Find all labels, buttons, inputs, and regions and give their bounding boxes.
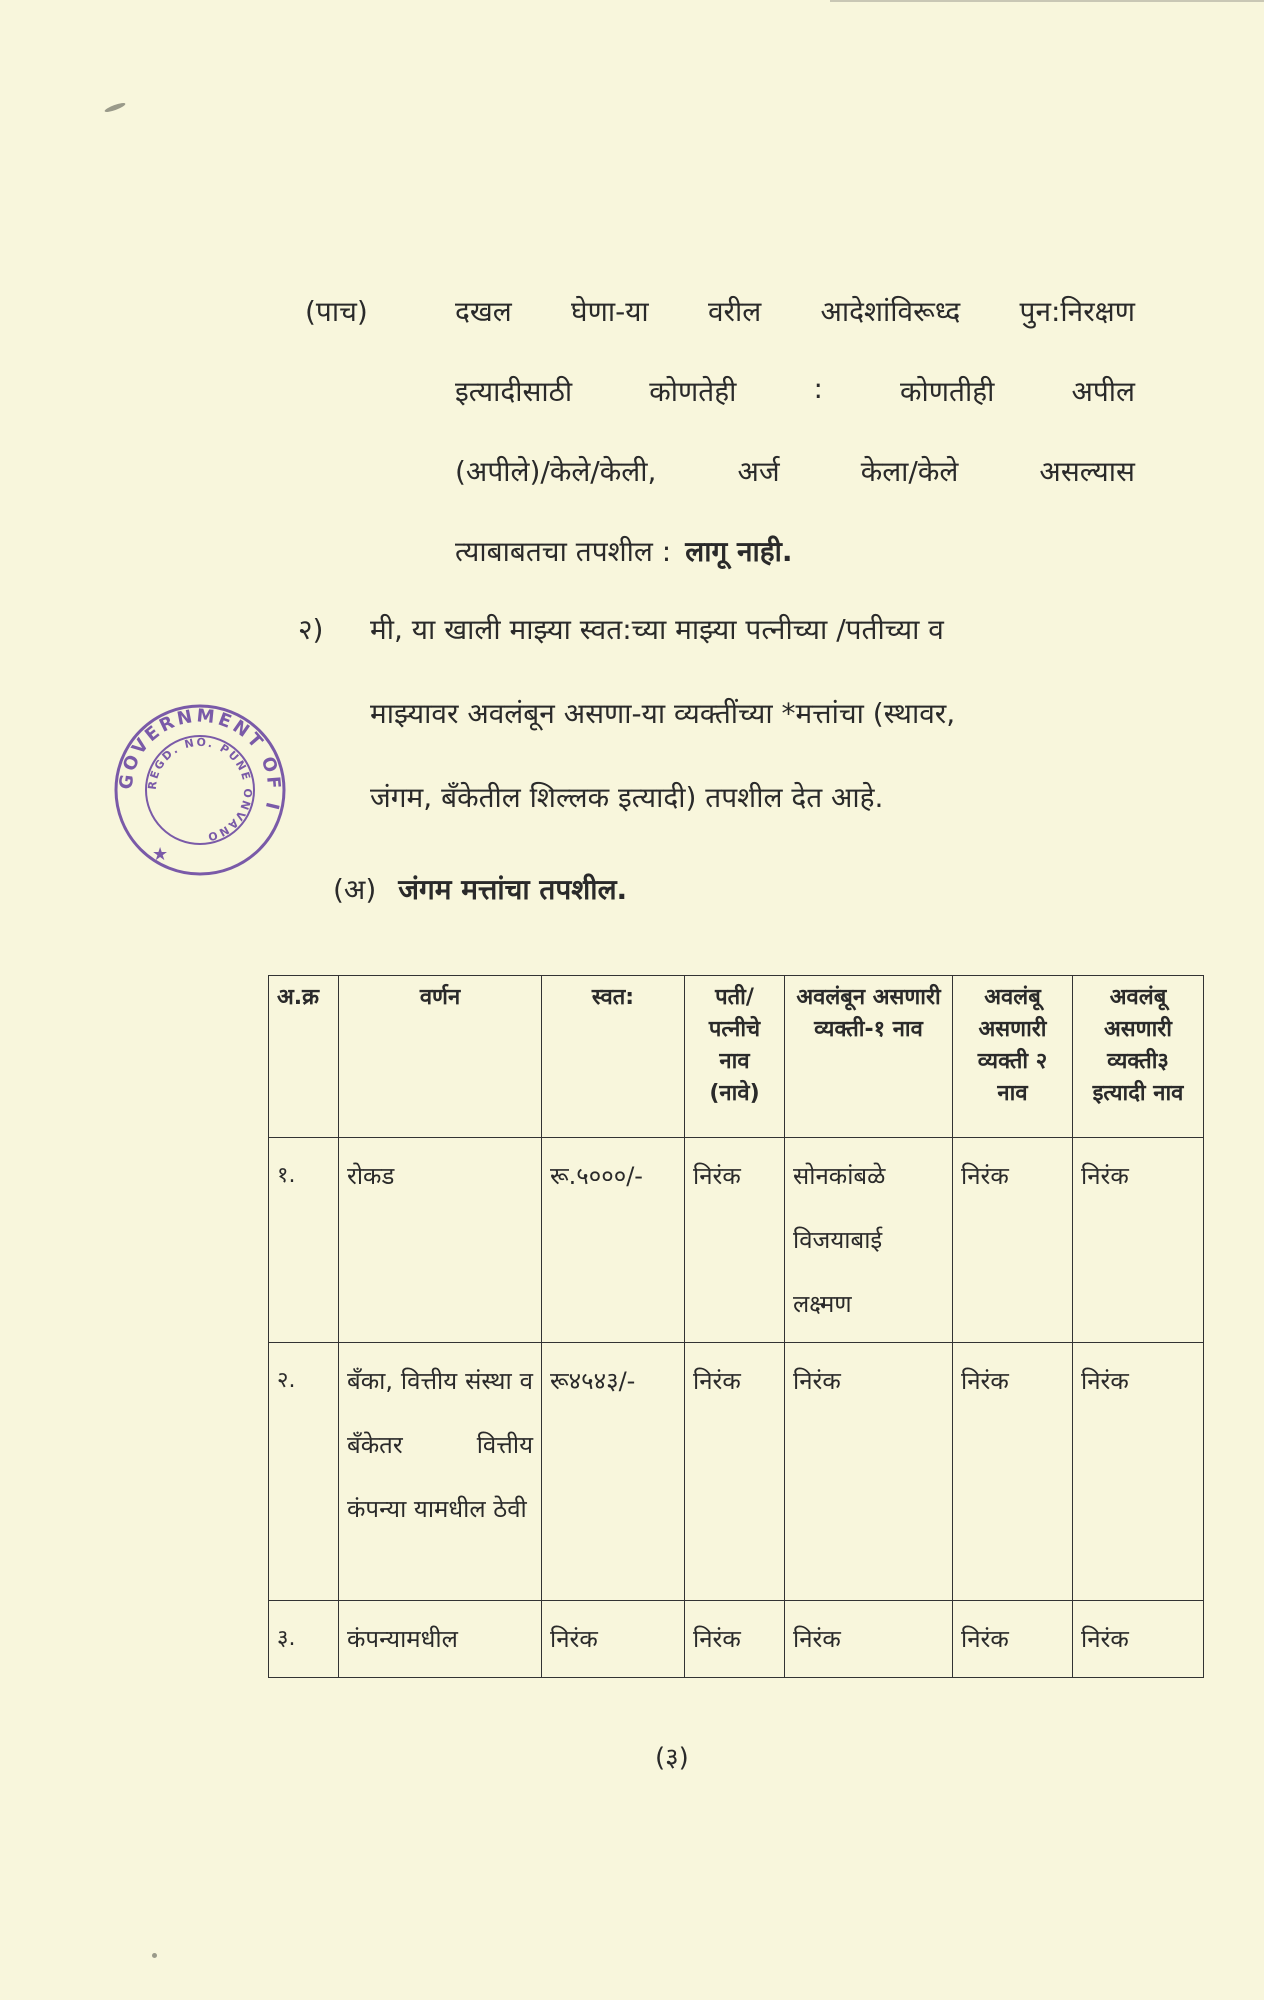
header-dependent-2: अवलंबू असणारी व्यक्ती २ नाव bbox=[953, 976, 1073, 1138]
cell-self: रू४५४३/- bbox=[542, 1343, 685, 1601]
cell-dependent-1: सोनकांबळे विजयाबाई लक्ष्मण bbox=[785, 1138, 953, 1343]
cell-dependent-2: निरंक bbox=[953, 1138, 1073, 1343]
subsection-a-title: जंगम मत्तांचा तपशील. bbox=[398, 873, 628, 906]
header-spouse: पती/ पत्नीचे नाव (नावे) bbox=[685, 976, 785, 1138]
stamp-inner-text: REGD. NO. PUNE ONVANO bbox=[145, 735, 255, 844]
cell-spouse: निरंक bbox=[685, 1601, 785, 1678]
cell-dependent-2: निरंक bbox=[953, 1601, 1073, 1678]
header-self: स्वत: bbox=[542, 976, 685, 1138]
official-stamp bbox=[110, 700, 290, 880]
header-dependent-3: अवलंबू असणारी व्यक्ती३ इत्यादी नाव bbox=[1073, 976, 1204, 1138]
cell-self: निरंक bbox=[542, 1601, 685, 1678]
header-serial: अ.क्र bbox=[269, 976, 339, 1138]
cell-dependent-2: निरंक bbox=[953, 1343, 1073, 1601]
cell-dependent-1: निरंक bbox=[785, 1601, 953, 1678]
cell-self: रू.५०००/- bbox=[542, 1138, 685, 1343]
paragraph-two-line-1: मी, या खाली माझ्या स्वत:च्या माझ्या पत्नीच्या /पतीच्या व bbox=[370, 613, 944, 646]
cell-serial: २. bbox=[269, 1343, 339, 1601]
subsection-a-label: (अ) bbox=[333, 873, 377, 906]
cell-description: बँका, वित्तीय संस्था व बँकेतर वित्तीय कंपन्या यामधील ठेवी bbox=[339, 1343, 542, 1601]
cell-spouse: निरंक bbox=[685, 1343, 785, 1601]
paragraph-five-line-1: दखल घेणा-या वरील आदेशांविरूध्द पुन:निरक्षण bbox=[455, 295, 1135, 328]
scan-mark bbox=[104, 101, 126, 113]
stamp-star-icon: ★ bbox=[152, 844, 169, 865]
not-applicable-text: लागू नाही. bbox=[685, 535, 793, 568]
paragraph-five-line-2: इत्यादीसाठी कोणतेही : कोणतीही अपील bbox=[455, 372, 1135, 408]
paragraph-two-line-3: जंगम, बॅंकेतील शिल्लक इत्यादी) तपशील देत आहे. bbox=[370, 781, 884, 814]
cell-serial: ३. bbox=[269, 1601, 339, 1678]
page-edge-line bbox=[830, 0, 1264, 2]
movable-assets-table bbox=[268, 975, 1204, 1678]
table-row bbox=[269, 1601, 1204, 1678]
paragraph-two-line-2: माझ्यावर अवलंबून असणा-या व्यक्तींच्या *मत्तांचा (स्थावर, bbox=[370, 697, 956, 730]
cell-dependent-1: निरंक bbox=[785, 1343, 953, 1601]
cell-dependent-3: निरंक bbox=[1073, 1138, 1204, 1343]
svg-text:GOVERNMENT OF I bbox=[116, 705, 285, 814]
header-dependent-1: अवलंबून असणारी व्यक्ती-१ नाव bbox=[785, 976, 953, 1138]
cell-description: कंपन्यामधील bbox=[339, 1601, 542, 1678]
page-number: (३) bbox=[655, 1743, 689, 1773]
header-description: वर्णन bbox=[339, 976, 542, 1138]
paragraph-two-label: २) bbox=[298, 613, 324, 646]
paragraph-five-line-3: (अपीले)/केले/केली, अर्ज केला/केले असल्यास bbox=[455, 455, 1135, 488]
cell-serial: १. bbox=[269, 1138, 339, 1343]
subsection-a bbox=[333, 870, 627, 908]
table-row bbox=[269, 1343, 1204, 1601]
paragraph-five-line-4: त्याबाबतचा तपशील : लागू नाही. bbox=[455, 532, 1135, 566]
cell-dependent-3: निरंक bbox=[1073, 1343, 1204, 1601]
scan-dot bbox=[152, 1953, 157, 1958]
cell-dependent-3: निरंक bbox=[1073, 1601, 1204, 1678]
cell-spouse: निरंक bbox=[685, 1138, 785, 1343]
stamp-outer-text: GOVERNMENT OF I bbox=[115, 705, 285, 815]
table-row bbox=[269, 1138, 1204, 1343]
paragraph-five-label: (पाच) bbox=[305, 295, 368, 328]
cell-description: रोकड bbox=[339, 1138, 542, 1343]
table-header-row bbox=[269, 976, 1204, 1138]
